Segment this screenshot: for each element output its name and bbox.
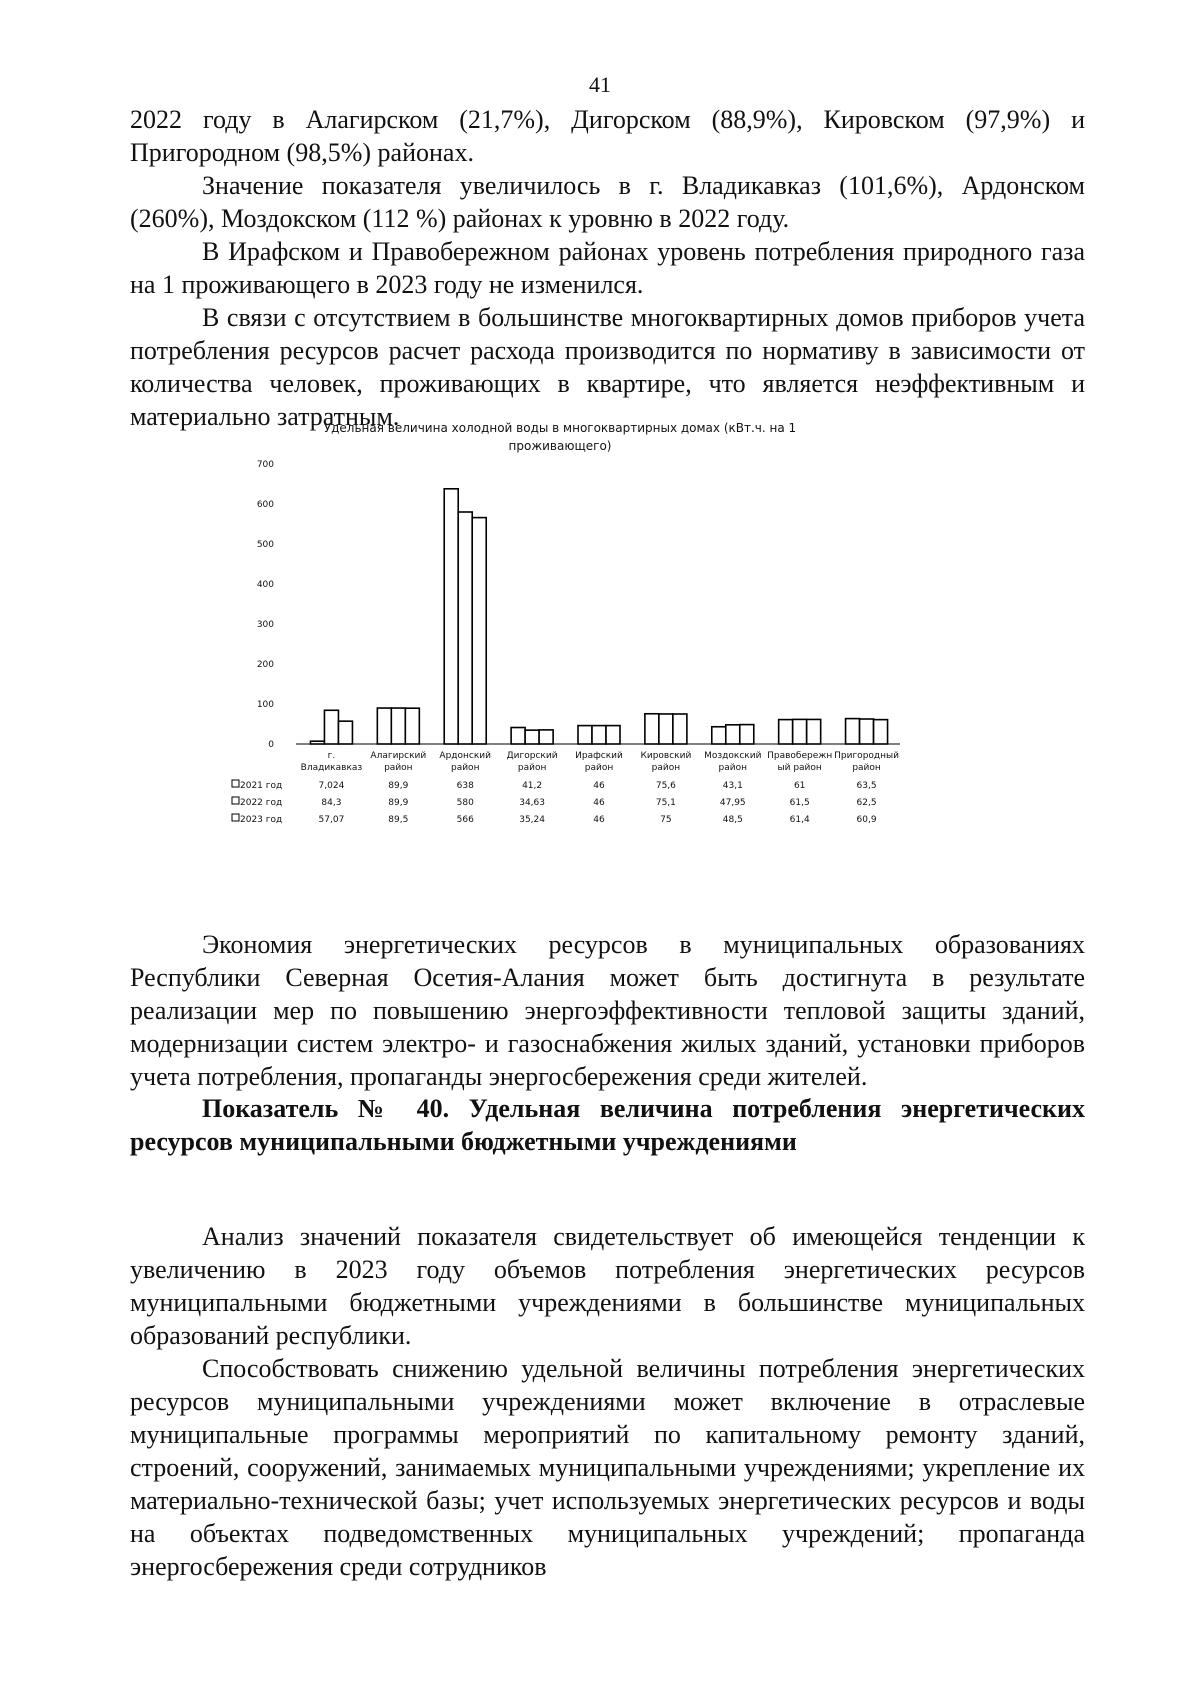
- category-label: Дигорский: [506, 751, 558, 761]
- category-label: Алагирский: [370, 751, 427, 761]
- data-label: 34,63: [519, 798, 545, 808]
- bar: [860, 719, 874, 744]
- category-label: район: [718, 763, 748, 773]
- data-label: 566: [456, 815, 474, 825]
- bar: [659, 714, 673, 744]
- data-label: 75,1: [655, 798, 676, 808]
- bar: [645, 714, 659, 744]
- bar: [472, 518, 486, 744]
- data-label: 84,3: [321, 798, 342, 808]
- bar: [391, 708, 405, 744]
- data-label: 41,2: [522, 781, 543, 791]
- data-label: 61,4: [789, 815, 810, 825]
- bar: [511, 728, 525, 744]
- category-label: Правобережн: [767, 751, 833, 761]
- data-label: 46: [593, 815, 605, 825]
- category-label: район: [651, 763, 681, 773]
- bar: [324, 710, 338, 744]
- paragraph: 2022 году в Алагирском (21,7%), Дигорском (88,9%), Кировском (97,9%) и Пригородном (98,5%) районах.: [130, 105, 1085, 167]
- bar: [793, 719, 807, 744]
- legend-label: 2022 год: [240, 798, 283, 808]
- y-tick-label: 700: [256, 460, 274, 470]
- data-label: 580: [456, 798, 474, 808]
- legend-swatch: [232, 814, 239, 821]
- bar: [712, 727, 726, 744]
- legend-label: 2023 год: [240, 815, 283, 825]
- bar: [405, 708, 419, 744]
- category-label: район: [384, 763, 413, 773]
- category-label: Моздокский: [704, 751, 762, 761]
- bar: [740, 725, 754, 744]
- y-tick-label: 200: [256, 660, 274, 670]
- bar: [578, 726, 592, 744]
- data-label: 46: [593, 798, 605, 808]
- bar: [338, 721, 352, 744]
- category-label: район: [517, 763, 547, 773]
- category-label: ый район: [777, 763, 822, 773]
- chart-title-line: Удельная величина холодной воды в многоквартирных домах (кВт.ч. на 1: [323, 421, 797, 435]
- data-label: 89,9: [388, 798, 409, 808]
- bar-chart: [240, 421, 1000, 888]
- data-label: 61: [793, 781, 806, 791]
- bar: [673, 714, 687, 744]
- bar: [779, 720, 793, 744]
- category-label: район: [852, 763, 881, 773]
- legend-label: 2021 год: [240, 781, 283, 791]
- bar: [807, 719, 821, 744]
- data-label: 75: [660, 815, 672, 825]
- data-label: 89,9: [388, 781, 409, 791]
- paragraph: Анализ значений показателя свидетельствует об имеющейся тенденции к увеличению в 2023 году объемов потребления энергетических ресурсов муниципальными бюджетными учреждениями в большинстве муниципальных образований республики.: [130, 1222, 1085, 1350]
- data-label: 63,5: [856, 781, 877, 791]
- paragraph: Экономия энергетических ресурсов в муниципальных образованиях Республики Северная Осетия-Алания может быть достигнута в результате реализации мер по повышению энергоэффективности тепловой защиты зданий, модернизации систем электро- и газоснабжения жилых зданий, установки приборов учета потребления, пропаганды энергосбережения среди жителей.: [130, 930, 1085, 1091]
- bar: [525, 730, 539, 744]
- data-label: 75,6: [655, 781, 676, 791]
- data-label: 46: [593, 781, 605, 791]
- bar: [444, 489, 458, 744]
- category-label: Владикавказ: [300, 763, 363, 773]
- category-label: район: [584, 763, 614, 773]
- bar: [874, 720, 888, 744]
- paragraph: В связи с отсутствием в большинстве многоквартирных домов приборов учета потребления ресурсов расчет расхода производится по нормативу в зависимости от количества человек, проживающих в квартире, что является неэффективным и материально затратным.: [130, 303, 1085, 431]
- category-label: Пригородный: [834, 751, 899, 761]
- y-tick-label: 300: [256, 620, 274, 630]
- y-tick-label: 0: [268, 740, 274, 750]
- data-label: 35,24: [519, 815, 545, 825]
- data-label: 43,1: [722, 781, 743, 791]
- data-label: 57,07: [318, 815, 345, 825]
- bar: [606, 726, 620, 744]
- category-label: Ирафский: [575, 751, 623, 761]
- y-tick-label: 600: [256, 500, 274, 510]
- y-tick-label: 100: [256, 700, 274, 710]
- data-label: 48,5: [722, 815, 743, 825]
- legend-swatch: [232, 797, 239, 804]
- data-label: 47,95: [719, 798, 746, 808]
- bar: [592, 726, 606, 744]
- text-block-middle: [130, 928, 1085, 1093]
- paragraph: Значение показателя увеличилось в г. Владикавказ (101,6%), Ардонском (260%), Моздокском (112 %) районах к уровню в 2022 году.: [130, 171, 1085, 233]
- y-tick-label: 400: [256, 580, 274, 590]
- text-block-bottom: [130, 1220, 1085, 1583]
- section-heading: Показатель № 40. Удельная величина потребления энергетических ресурсов муниципальными бюджетными учреждениями: [130, 1094, 1085, 1156]
- bar: [377, 708, 391, 744]
- paragraph: Способствовать снижению удельной величины потребления энергетических ресурсов муниципальными учреждениями может включение в отраслевые муниципальные программы мероприятий по капитальному ремонту зданий, строений, сооружений, занимаемых муниципальными учреждениями; укрепление их материально-технической базы; учет используемых энергетических ресурсов и воды на объектах подведомственных муниципальных учреждений; пропаганда энергосбережения среди сотрудников: [130, 1354, 1085, 1581]
- data-label: 60,9: [856, 815, 877, 825]
- chart-title-line: проживающего): [508, 439, 612, 453]
- category-label: район: [450, 763, 480, 773]
- data-label: 7,024: [318, 781, 345, 791]
- data-label: 62,5: [856, 798, 877, 808]
- category-label: г.: [327, 751, 336, 761]
- bar: [458, 512, 472, 744]
- category-label: Кировский: [640, 751, 692, 761]
- section-heading-block: [130, 1092, 1085, 1158]
- paragraph: В Ирафском и Правобережном районах уровень потребления природного газа на 1 проживающего в 2023 году не изменился.: [130, 237, 1085, 299]
- text-block-top: [130, 103, 1085, 433]
- page-number: 41: [589, 72, 611, 97]
- data-label: 638: [456, 781, 474, 791]
- data-label: 89,5: [388, 815, 409, 825]
- bar: [539, 730, 553, 744]
- legend-swatch: [232, 780, 239, 787]
- bar: [846, 719, 860, 744]
- category-label: Ардонский: [439, 751, 492, 761]
- bar: [726, 725, 740, 744]
- y-tick-label: 500: [256, 540, 274, 550]
- data-label: 61,5: [789, 798, 810, 808]
